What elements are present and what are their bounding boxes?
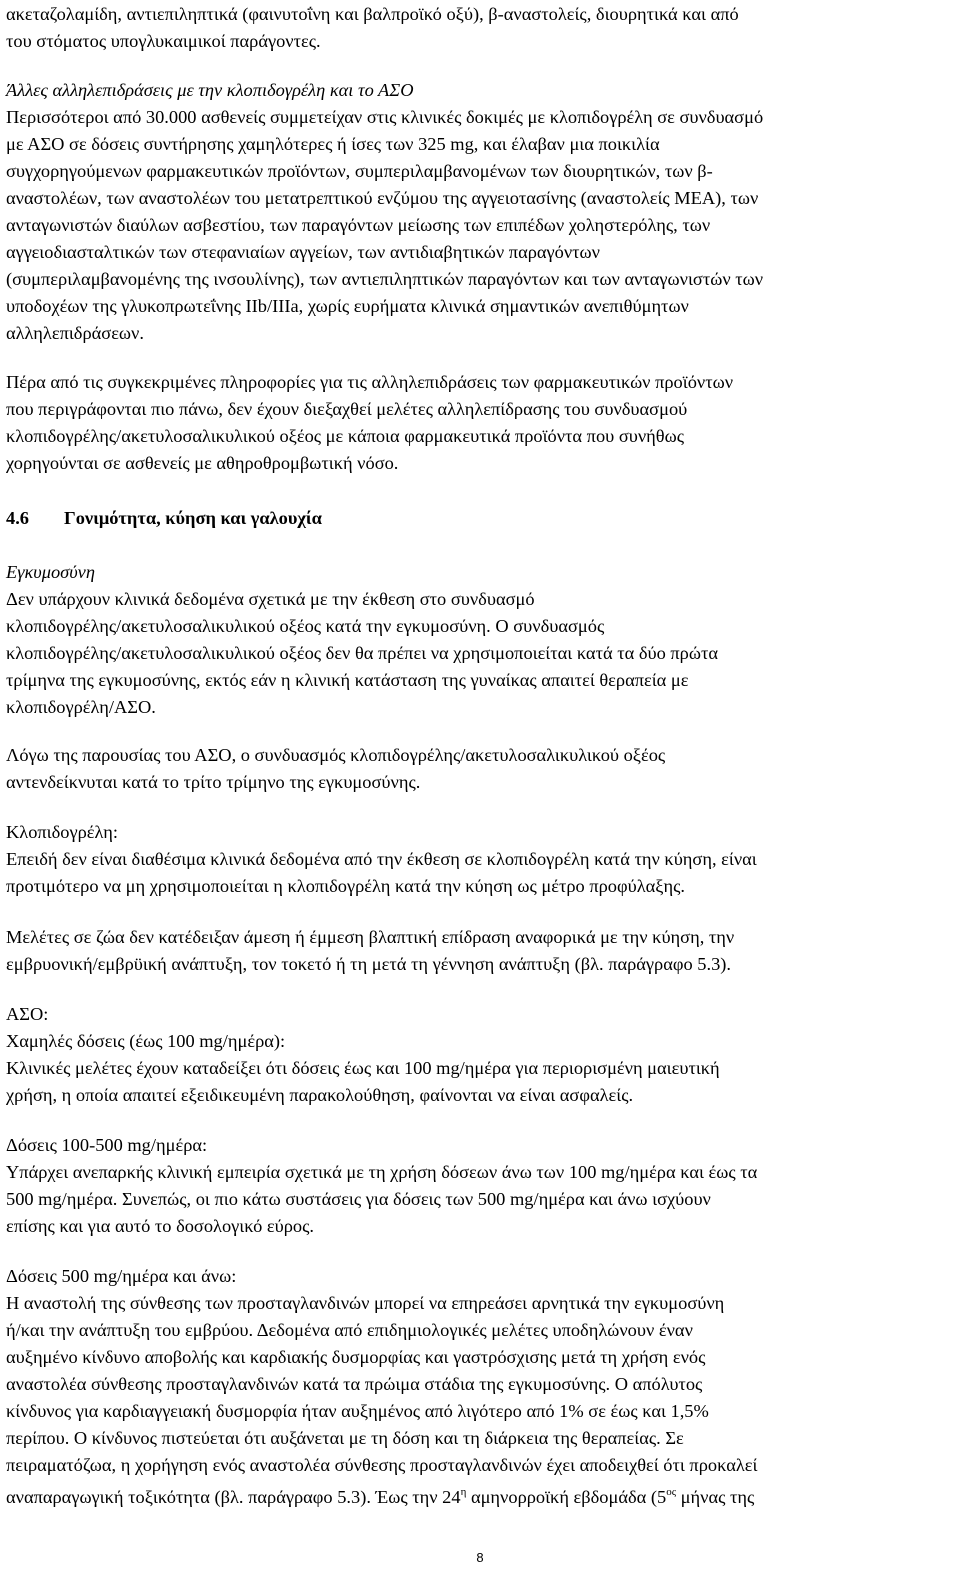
subheading-other-interactions: Άλλες αλληλεπιδράσεις με την κλοπιδογρέλη και το ΑΣΟ xyxy=(6,80,414,100)
subheading-high-dose: Δόσεις 500 mg/ημέρα και άνω: xyxy=(6,1266,237,1286)
text-line: Επειδή δεν είναι διαθέσιμα κλινικά δεδομένα από την έκθεση σε κλοπιδογρέλη κατά την κύηση, είναι xyxy=(6,849,757,869)
text-segment: μήνας της xyxy=(676,1487,755,1507)
subheading-mid-dose: Δόσεις 100-500 mg/ημέρα: xyxy=(6,1135,208,1155)
section-title: Γονιμότητα, κύηση και γαλουχία xyxy=(64,508,322,528)
text-line: προτιμότερο να μη χρησιμοποιείται η κλοπιδογρέλη κατά την κύηση ως μέτρο προφύλαξης. xyxy=(6,876,685,896)
text-line: κλοπιδογρέλης/ακετυλοσαλικυλικού οξέος με κάποια φαρμακευτικά προϊόντα που συνήθως xyxy=(6,426,685,446)
text-line: (συμπεριλαμβανομένης της ινσουλίνης), των αντιεπιληπτικών παραγόντων και των ανταγωνιστών των xyxy=(6,269,764,289)
text-line: 500 mg/ημέρα. Συνεπώς, οι πιο κάτω συστάσεις για δόσεις των 500 mg/ημέρα και άνω ισχύουν xyxy=(6,1189,711,1209)
text-line: εμβρυονική/εμβρϋική ανάπτυξη, τον τοκετό ή τη μετά τη γέννηση ανάπτυξη (βλ. παράγραφο 5.3). xyxy=(6,954,731,974)
text-line: τρίμηνα της εγκυμοσύνης, εκτός εάν η κλινική κατάσταση της γυναίκας απαιτεί θεραπεία με xyxy=(6,670,689,690)
text-line: κλοπιδογρέλη/ΑΣΟ. xyxy=(6,697,156,717)
text-line: Δεν υπάρχουν κλινικά δεδομένα σχετικά με την έκθεση στο συνδυασμό xyxy=(6,589,535,609)
text-line: πειραματόζωα, η χορήγηση ενός αναστολέα σύνθεσης προσταγλανδινών έχει αποδειχθεί ότι προκαλεί xyxy=(6,1455,758,1475)
section-number: 4.6 xyxy=(6,508,29,528)
text-line: Πέρα από τις συγκεκριμένες πληροφορίες για τις αλληλεπιδράσεις των φαρμακευτικών προϊόντων xyxy=(6,372,734,392)
text-line: επίσης και για αυτό το δοσολογικό εύρος. xyxy=(6,1216,314,1236)
text-line: Περισσότεροι από 30.000 ασθενείς συμμετείχαν στις κλινικές δοκιμές με κλοπιδογρέλη σε συνδυασμό xyxy=(6,107,764,127)
text-line: κλοπιδογρέλης/ακετυλοσαλικυλικού οξέος κατά την εγκυμοσύνη. Ο συνδυασμός xyxy=(6,616,605,636)
text-line: Υπάρχει ανεπαρκής κλινική εμπειρία σχετικά με τη χρήση δόσεων άνω των 100 mg/ημέρα και έως τα xyxy=(6,1162,758,1182)
text-line: κίνδυνος για καρδιαγγειακή δυσμορφία ήταν αυξημένος από λιγότερο από 1% σε έως και 1,5% xyxy=(6,1401,709,1421)
text-line: χορηγούνται σε ασθενείς με αθηροθρομβωτική νόσο. xyxy=(6,453,399,473)
text-line: ακεταζολαμίδη, αντιεπιληπτικά (φαινυτοΐνη και βαλπροϊκό οξύ), β-αναστολείς, διουρητικά και από xyxy=(6,4,739,24)
text-line: με ΑΣΟ σε δόσεις συντήρησης χαμηλότερες ή ίσες των 325 mg, και έλαβαν μια ποικιλία xyxy=(6,134,660,154)
text-line: συγχορηγούμενων φαρμακευτικών προϊόντων, συμπεριλαμβανομένων των διουρητικών, των β- xyxy=(6,161,713,181)
text-line: του στόματος υπογλυκαιμικοί παράγοντες. xyxy=(6,31,321,51)
text-line: αναστολέων, των αναστολέων του μετατρεπτικού ενζύμου της αγγειοτασίνης (αναστολείς ΜΕΑ), των xyxy=(6,188,759,208)
page-number: 8 xyxy=(476,1550,484,1565)
text-segment: αμηνορροϊκή εβδομάδα (5 xyxy=(466,1487,667,1507)
text-line: αγγειοδιασταλτικών των στεφανιαίων αγγείων, των αντιδιαβητικών παραγόντων xyxy=(6,242,600,262)
text-line xyxy=(6,1480,755,1507)
text-line: υποδοχέων της γλυκοπρωτεΐνης IIb/IIIa, χωρίς ευρήματα κλινικά σημαντικών ανεπιθύμητων xyxy=(6,296,689,316)
section-heading xyxy=(6,506,322,530)
text-line: περίπου. Ο κίνδυνος πιστεύεται ότι αυξάνεται με τη δόση και τη διάρκεια της θεραπείας. Σε xyxy=(6,1428,684,1448)
text-line: ή/και την ανάπτυξη του εμβρύου. Δεδομένα από επιδημιολογικές μελέτες υποδηλώνουν έναν xyxy=(6,1320,693,1340)
text-segment: αναπαραγωγική τοξικότητα (βλ. παράγραφο 5.3). Έως την 24 xyxy=(6,1487,461,1507)
text-line: Κλινικές μελέτες έχουν καταδείξει ότι δόσεις έως και 100 mg/ημέρα για περιορισμένη μαιευτική xyxy=(6,1058,720,1078)
subheading-low-dose: Χαμηλές δόσεις (έως 100 mg/ημέρα): xyxy=(6,1031,286,1051)
subheading-pregnancy: Εγκυμοσύνη xyxy=(6,562,95,582)
text-line: Λόγω της παρουσίας του ΑΣΟ, ο συνδυασμός κλοπιδογρέλης/ακετυλοσαλικυλικού οξέος xyxy=(6,745,666,765)
text-line: που περιγράφονται πιο πάνω, δεν έχουν διεξαχθεί μελέτες αλληλεπίδρασης του συνδυασμού xyxy=(6,399,688,419)
text-line: αντενδείκνυται κατά το τρίτο τρίμηνο της εγκυμοσύνης. xyxy=(6,772,421,792)
superscript: η xyxy=(460,1486,467,1498)
text-line: Η αναστολή της σύνθεσης των προσταγλανδινών μπορεί να επηρεάσει αρνητικά την εγκυμοσύνη xyxy=(6,1293,725,1313)
text-line: χρήση, η οποία απαιτεί εξειδικευμένη παρακολούθηση, φαίνονται να είναι ασφαλείς. xyxy=(6,1085,634,1105)
text-line: αναστολέα σύνθεσης προσταγλανδινών κατά τα πρώιμα στάδια της εγκυμοσύνης. Ο απόλυτος xyxy=(6,1374,703,1394)
superscript: ος xyxy=(666,1486,677,1498)
text-line: κλοπιδογρέλης/ακετυλοσαλικυλικού οξέος δεν θα πρέπει να χρησιμοποιείται κατά τα δύο πρώτα xyxy=(6,643,718,663)
text-line: ανταγωνιστών διαύλων ασβεστίου, των παραγόντων μείωσης των επιπέδων χοληστερόλης, των xyxy=(6,215,711,235)
text-line: αλληλεπιδράσεων. xyxy=(6,323,144,343)
text-line: αυξημένο κίνδυνο αποβολής και καρδιακής δυσμορφίας και γαστρόσχισης μετά τη χρήση ενός xyxy=(6,1347,706,1367)
subheading-clopidogrel: Κλοπιδογρέλη: xyxy=(6,822,118,842)
text-line: Μελέτες σε ζώα δεν κατέδειξαν άμεση ή έμμεση βλαπτική επίδραση αναφορικά με την κύηση, την xyxy=(6,927,735,947)
subheading-aso: ΑΣΟ: xyxy=(6,1004,49,1024)
